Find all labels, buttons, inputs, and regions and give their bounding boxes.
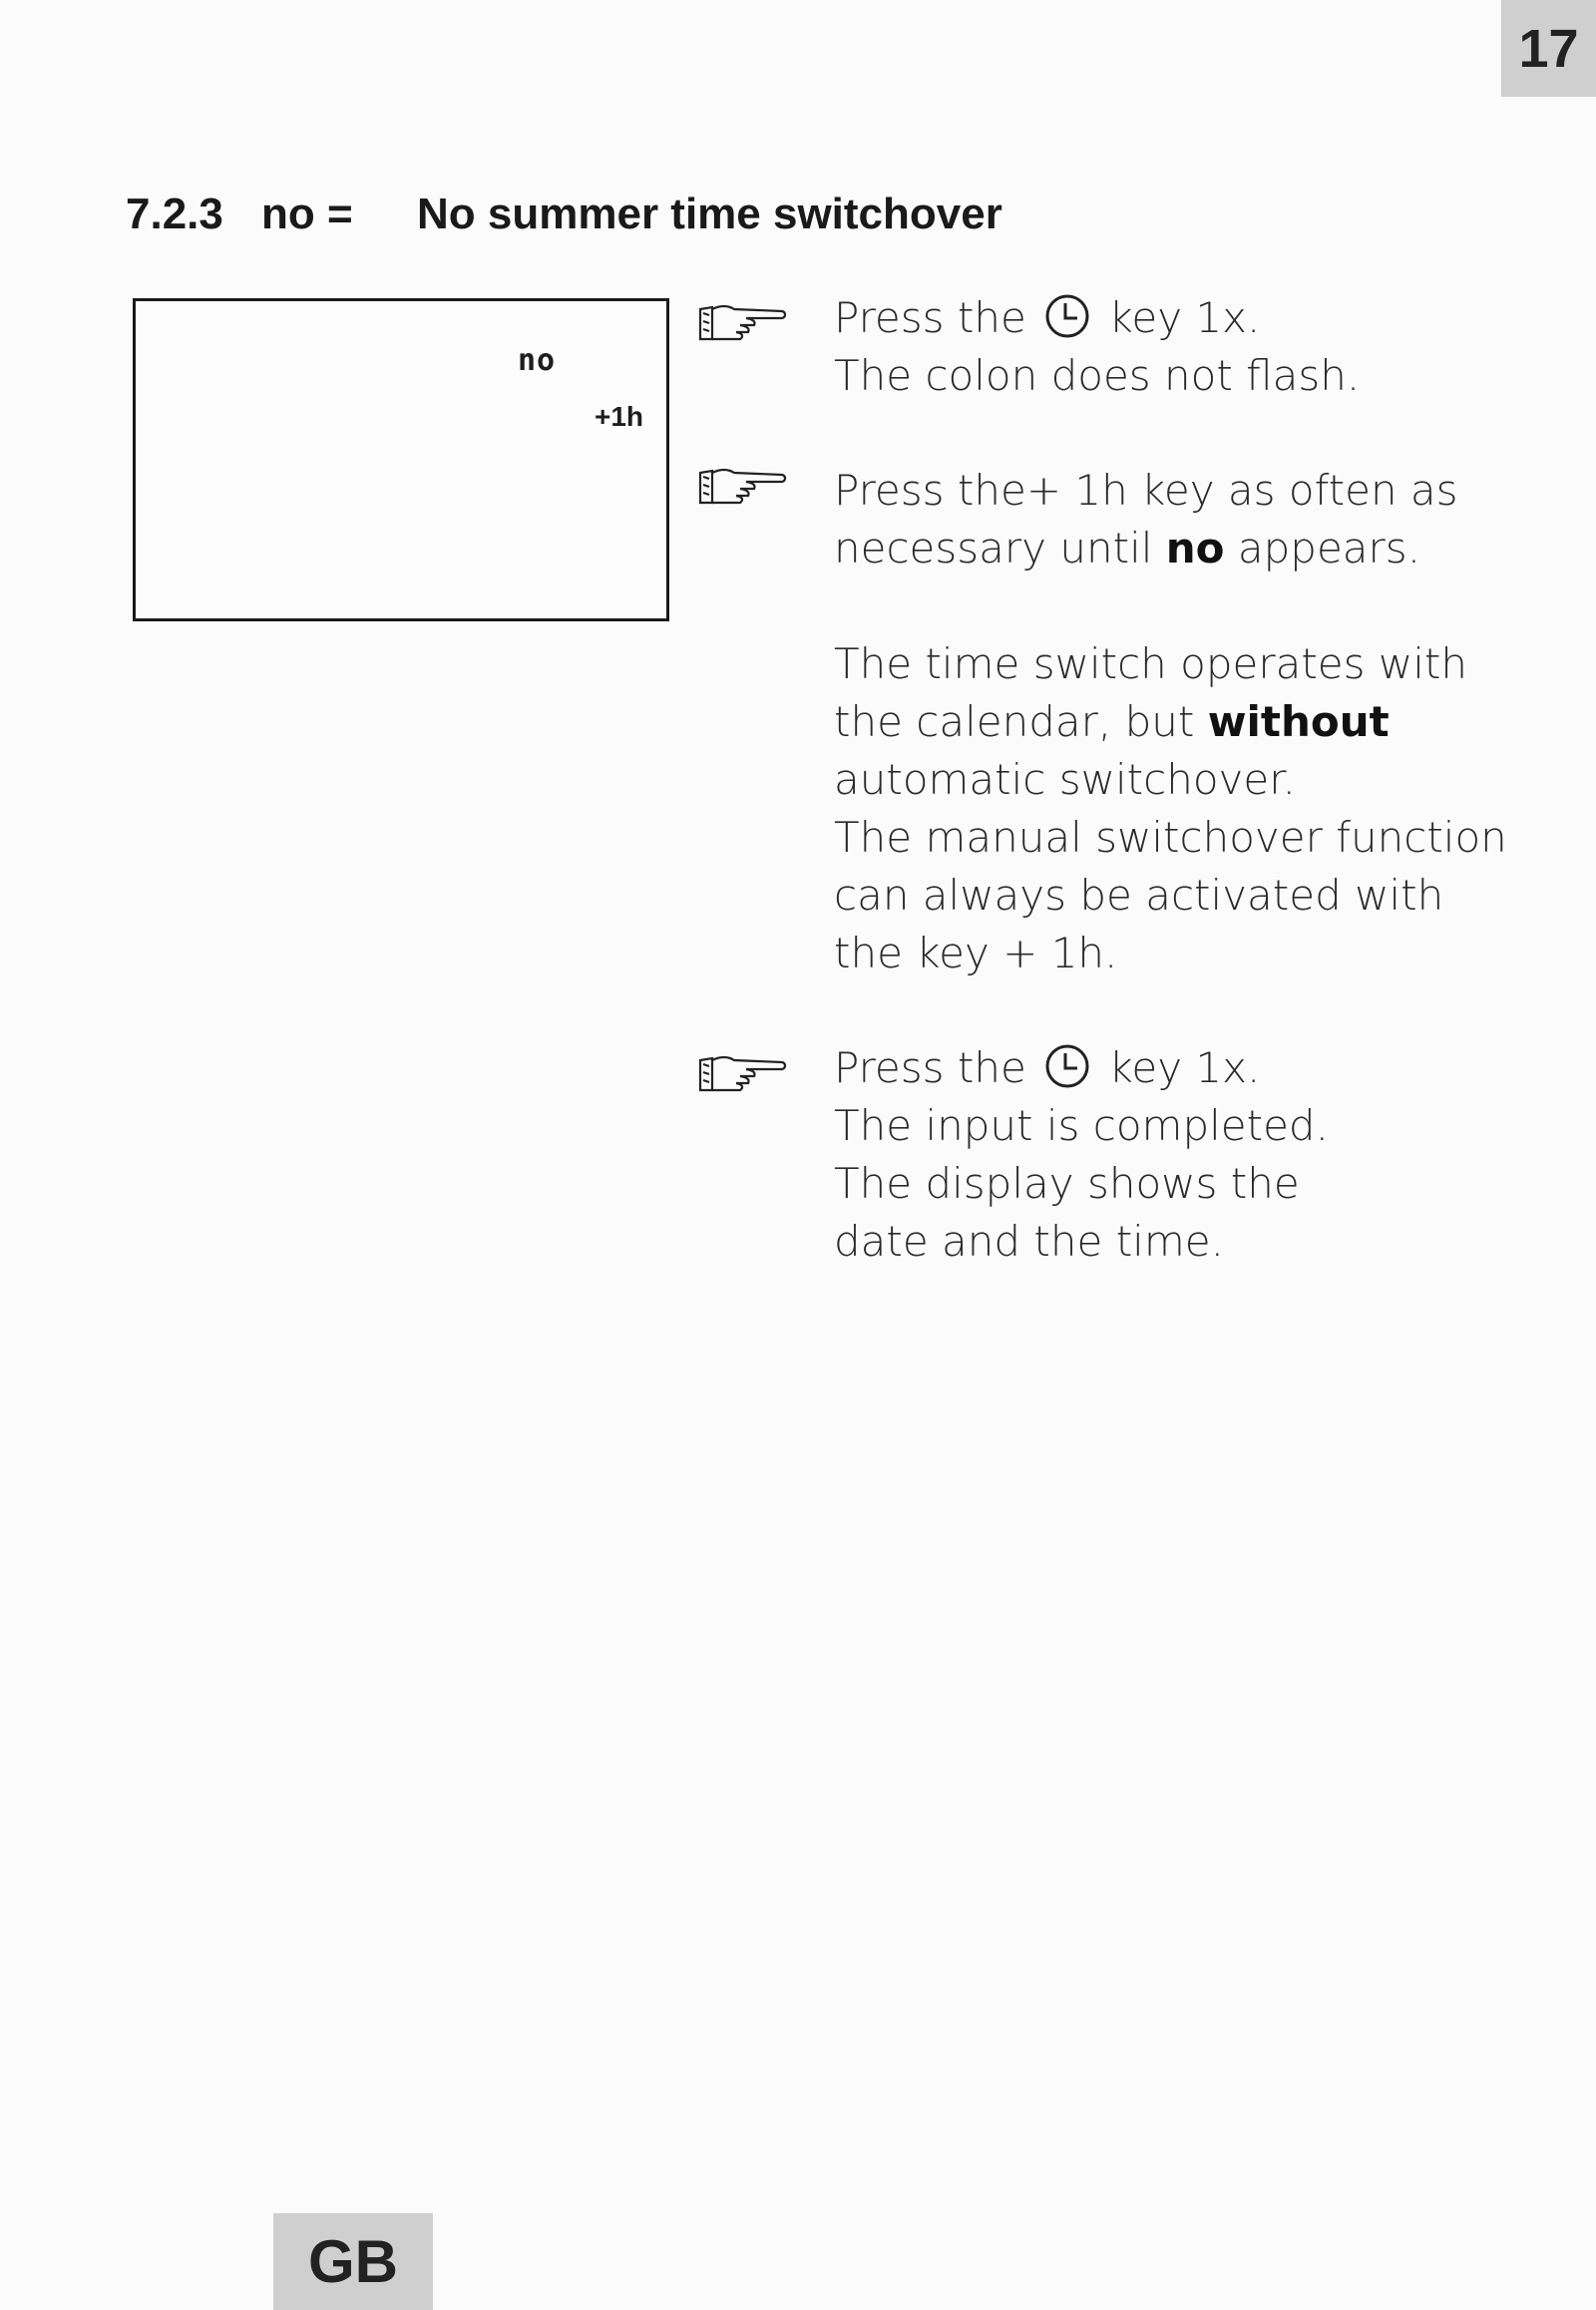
section-number: 7.2.3 [126,190,223,238]
lcd-display-illustration [133,298,669,621]
note-text: The time switch operates with the calendar, but without automatic switchover. The manual switchover function can always be activated with the key + 1h. [834,639,1507,977]
clock-icon [1043,292,1091,340]
section-heading [126,190,1002,239]
lcd-main-text: no [518,343,557,378]
language-tab: GB [273,2213,433,2310]
step-2-text: Press the+ 1h key as often as necessary until no appears. [834,466,1458,573]
section-key: no = [261,190,353,238]
pointing-hand-icon [698,1052,788,1096]
page-number: 17 [1501,0,1596,97]
section-title: No summer time switchover [417,190,1002,238]
pointing-hand-icon [698,465,788,509]
step-1-text: Press the key 1x. The colon does not flash. [834,293,1361,400]
pointing-hand-icon [698,301,788,345]
step-3-text: Press the key 1x. The input is completed. The display shows the date and the time. [834,1043,1329,1266]
lcd-plus1h-indicator: +1h [595,401,644,432]
clock-icon [1043,1042,1091,1090]
